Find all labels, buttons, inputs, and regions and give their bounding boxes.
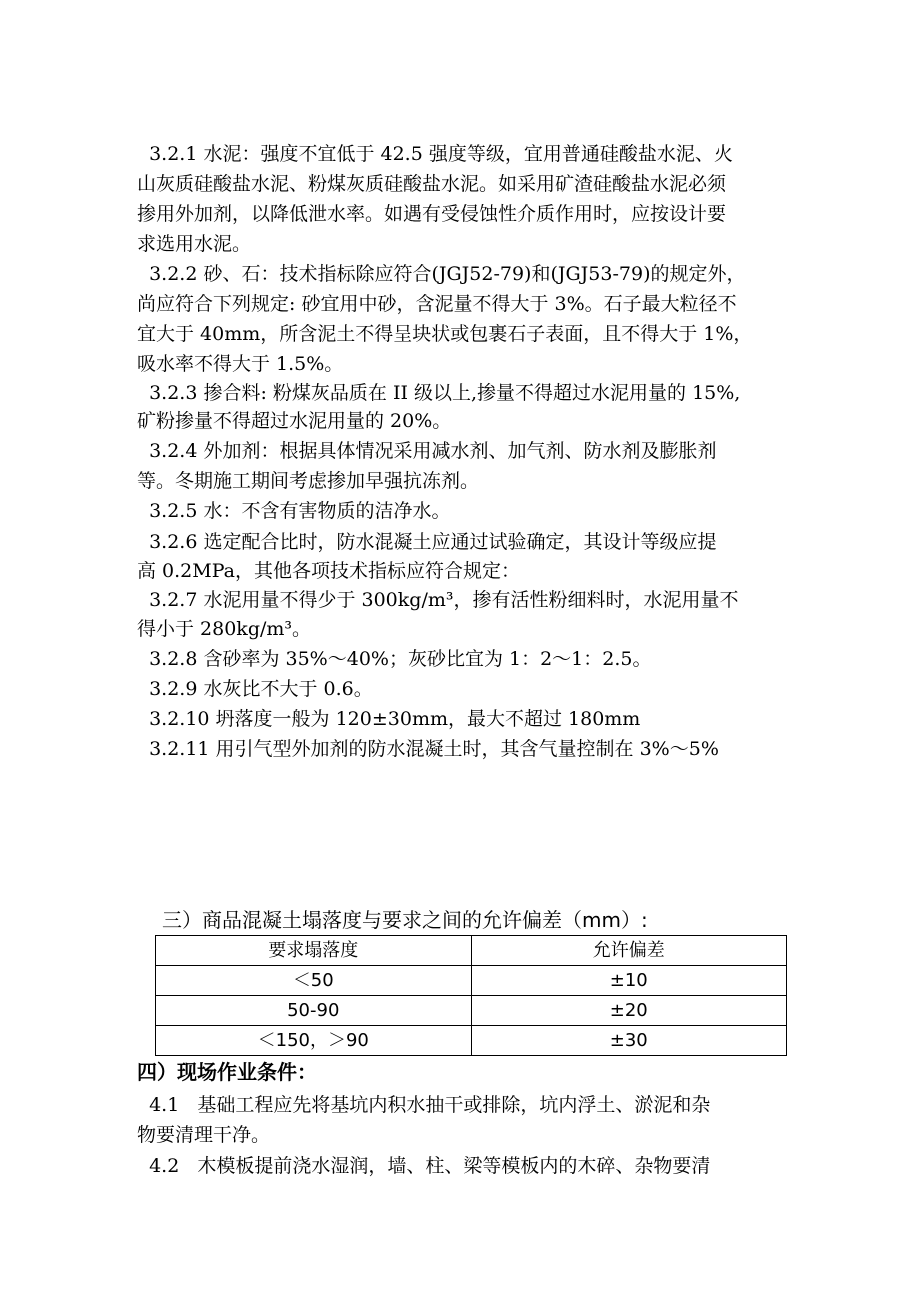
text-line: 高 0.2MPa，其他各项技术指标应符合规定：	[137, 560, 520, 582]
table-row	[156, 996, 787, 1026]
text-line: 4.2 木模板提前浇水湿润，墙、柱、梁等模板内的木碎、杂物要清	[137, 1155, 711, 1177]
text-line: 求选用水泥。	[137, 233, 252, 255]
text-line: 3.2.5 水：不含有害物质的洁净水。	[137, 500, 451, 522]
text-line: 3.2.4 外加剂：根据具体情况采用减水剂、加气剂、防水剂及膨胀剂	[137, 440, 717, 462]
text-line: 3.2.7 水泥用量不得少于 300kg/m³，掺有活性粉细料时，水泥用量不	[137, 589, 739, 611]
text-line: 3.2.2 砂、石：技术指标除应符合(JGJ52-79)和(JGJ53-79)的规定外，	[137, 263, 746, 285]
text-line: 掺用外加剂，以降低泄水率。如遇有受侵蚀性介质作用时，应按设计要	[137, 203, 727, 225]
table-cell: ±30	[471, 1026, 786, 1056]
text-line: 得小于 280kg/m³。	[137, 618, 312, 640]
slump-tolerance-table	[155, 935, 787, 1056]
text-line: 4.1 基础工程应先将基坑内积水抽干或排除，坑内浮土、淤泥和杂	[137, 1094, 711, 1116]
section-4-heading: 四）现场作业条件：	[137, 1060, 317, 1084]
table-cell: ＜150，＞90	[156, 1026, 472, 1056]
table-cell: ＜50	[156, 966, 472, 996]
text-line: 3.2.11 用引气型外加剂的防水混凝土时，其含气量控制在 3%～5%	[137, 738, 719, 760]
column-header-allowed-deviation: 允许偏差	[471, 936, 786, 966]
text-line: 3.2.8 含砂率为 35%～40%；灰砂比宜为 1：2～1：2.5。	[137, 648, 652, 670]
table-header-row	[156, 936, 787, 966]
text-line: 山灰质硅酸盐水泥、粉煤灰质硅酸盐水泥。如采用矿渣硅酸盐水泥必须	[137, 173, 727, 195]
text-line: 吸水率不得大于 1.5%。	[137, 353, 344, 375]
table-cell: ±20	[471, 996, 786, 1026]
text-line: 3.2.3 掺合料: 粉煤灰品质在 II 级以上,掺量不得超过水泥用量的 15%,	[137, 382, 741, 404]
table-row	[156, 966, 787, 996]
text-line: 等。冬期施工期间考虑掺加早强抗冻剂。	[137, 470, 480, 492]
text-line: 物要清理干净。	[137, 1124, 271, 1146]
table-cell: ±10	[471, 966, 786, 996]
text-line: 3.2.10 坍落度一般为 120±30mm，最大不超过 180mm	[137, 708, 641, 730]
text-line: 矿粉掺量不得超过水泥用量的 20%。	[137, 410, 452, 432]
text-line: 尚应符合下列规定: 砂宜用中砂，含泥量不得大于 3%。石子最大粒径不	[137, 293, 737, 315]
column-header-required-slump: 要求塌落度	[156, 936, 472, 966]
table-row	[156, 1026, 787, 1056]
section-3-heading: 三）商品混凝土塌落度与要求之间的允许偏差（mm）:	[162, 908, 648, 932]
text-line: 3.2.9 水灰比不大于 0.6。	[137, 678, 373, 700]
text-line: 宜大于 40mm，所含泥土不得呈块状或包裹石子表面，且不得大于 1%，	[137, 323, 753, 345]
text-line: 3.2.6 选定配合比时，防水混凝土应通过试验确定，其设计等级应提	[137, 531, 717, 553]
table-cell: 50-90	[156, 996, 472, 1026]
text-line: 3.2.1 水泥：强度不宜低于 42.5 强度等级，宜用普通硅酸盐水泥、火	[137, 143, 733, 165]
